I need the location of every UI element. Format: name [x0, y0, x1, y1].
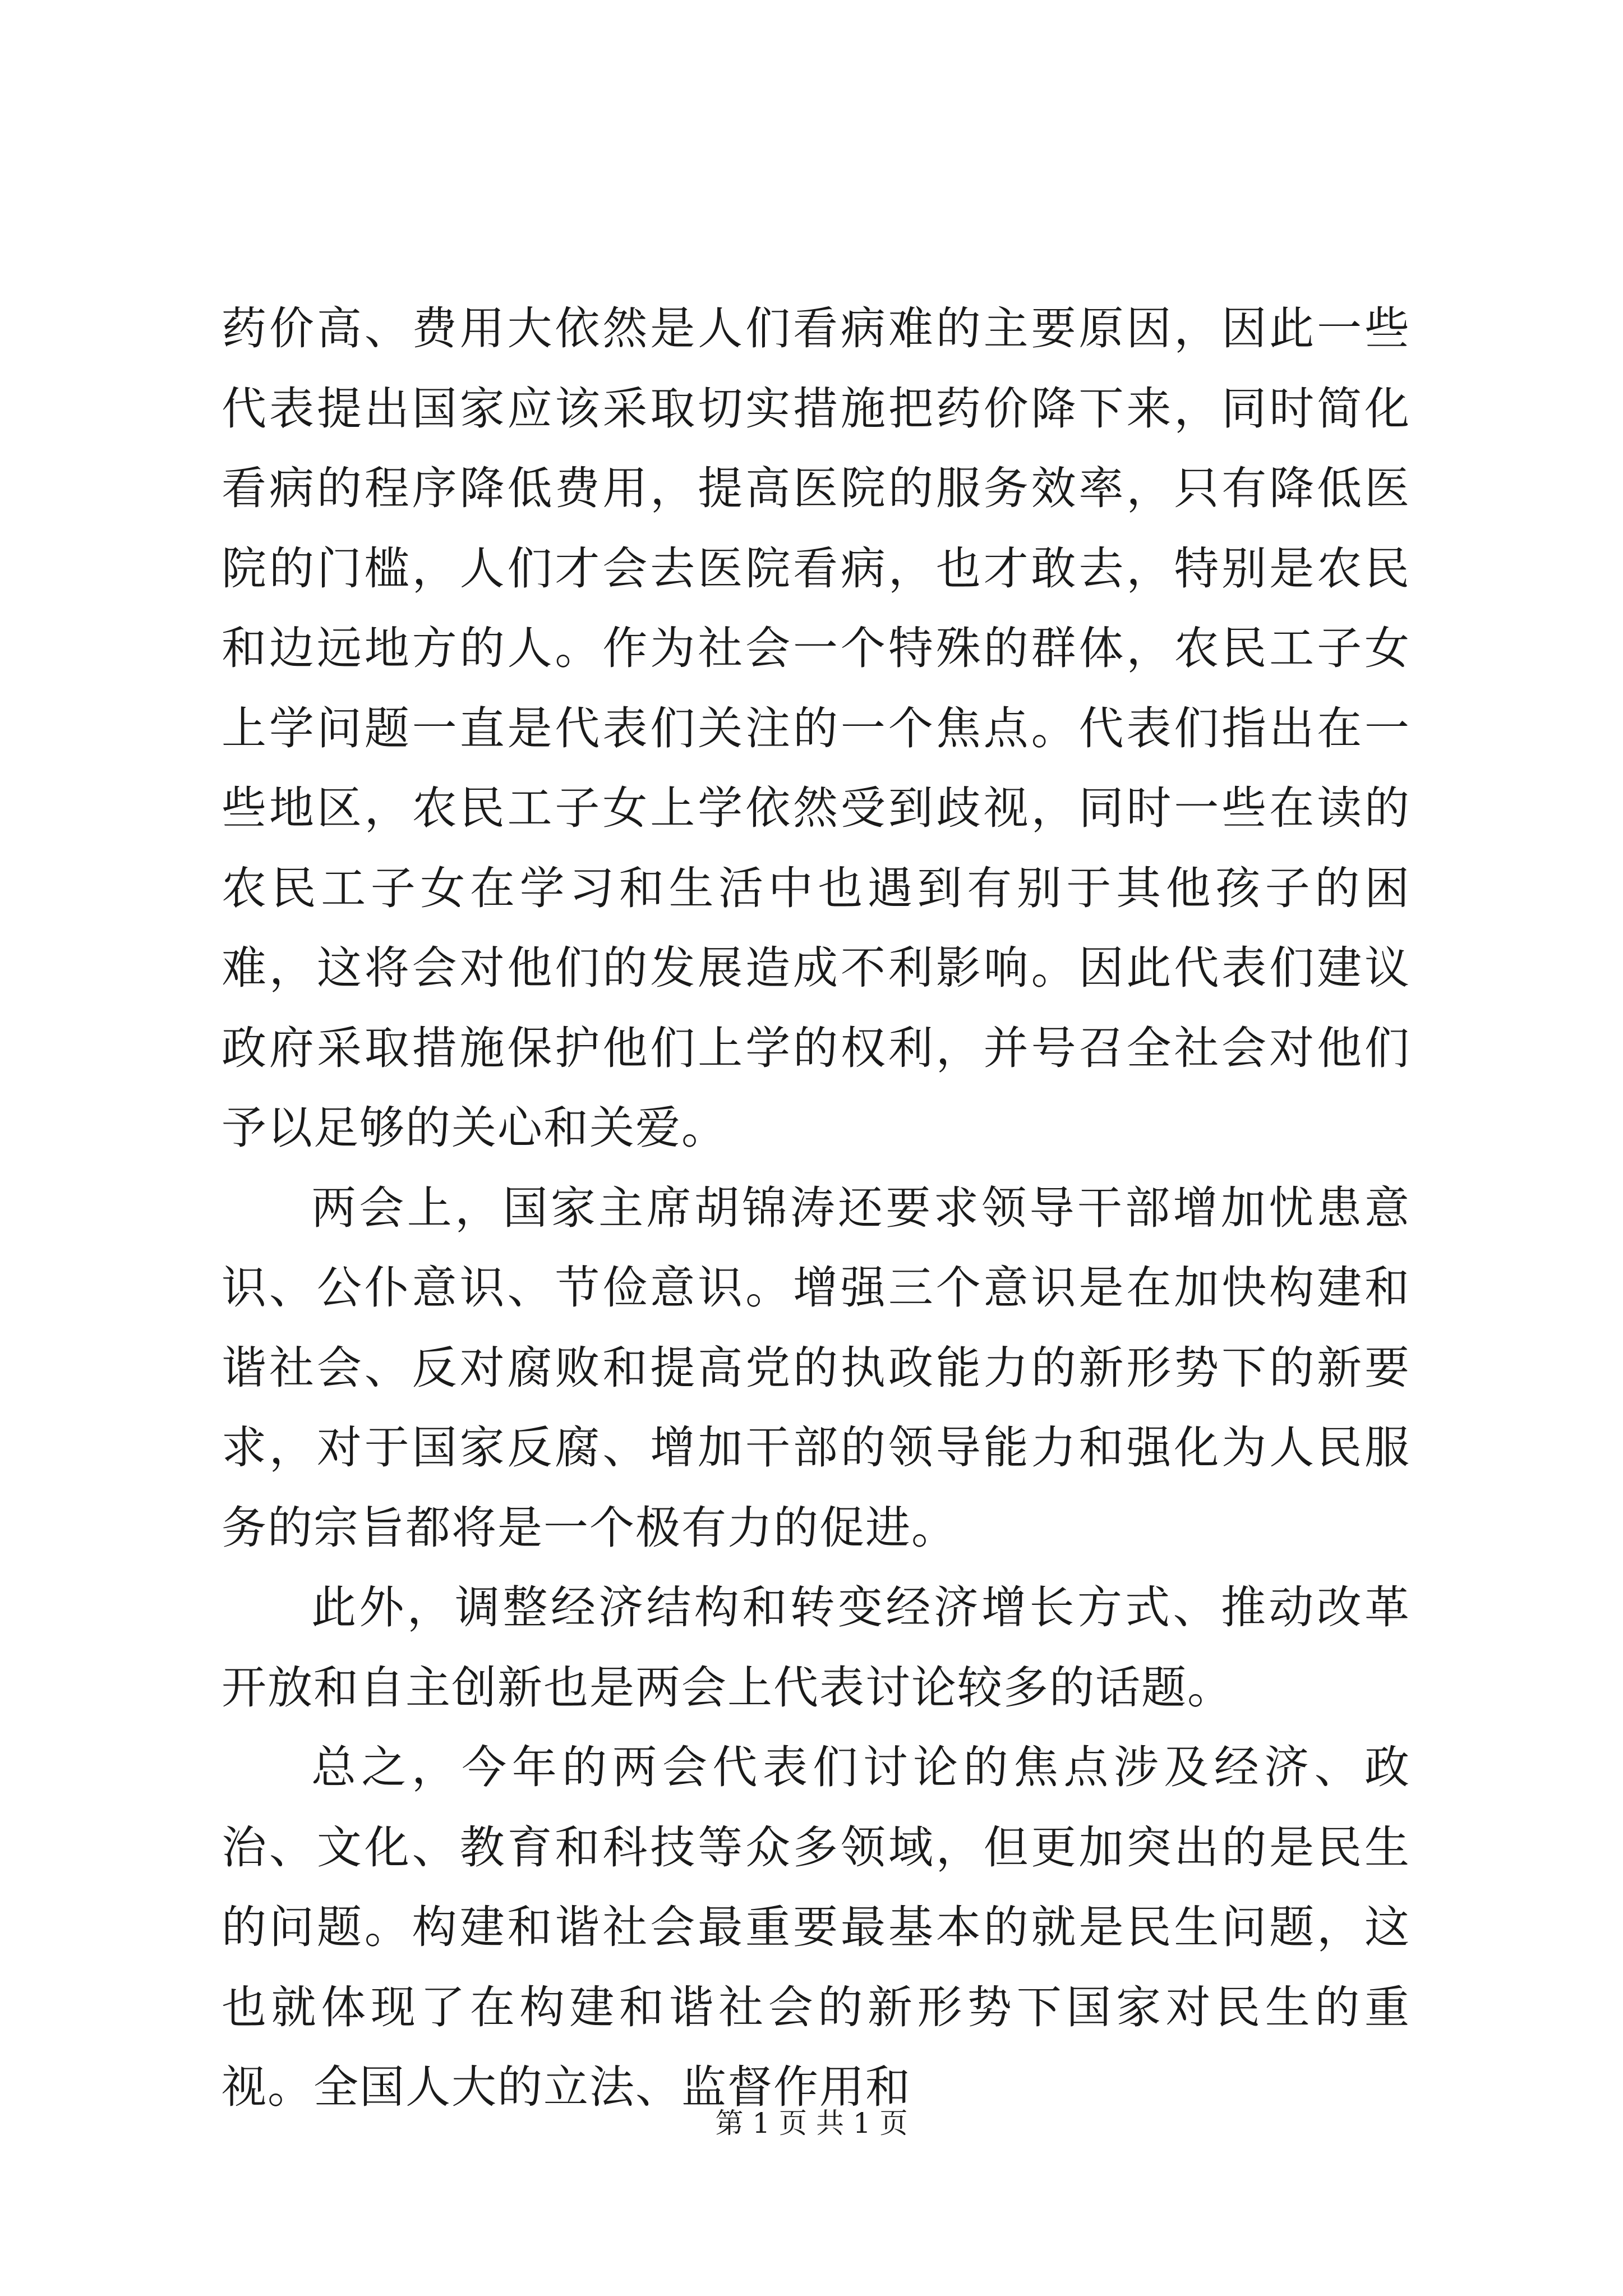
paragraph-4: 总之，今年的两会代表们讨论的焦点涉及经济、政治、文化、教育和科技等众多领域，但更加突出的是民生的问题。构建和谐社会最重要最基本的就是民生问题，这也就体现了在构建和谐社会的新形势下国家对民生的重视。全国人大的立法、监督作用和 — [222, 1741, 1410, 2113]
paragraph-2: 两会上，国家主席胡锦涛还要求领导干部增加忧患意识、公仆意识、节俭意识。增强三个意识是在加快构建和谐社会、反对腐败和提高党的执政能力的新形势下的新要求，对于国家反腐、增加干部的领导能力和强化为人民服务的宗旨都将是一个极有力的促进。 — [222, 1181, 1410, 1554]
paragraph-3: 此外，调整经济结构和转变经济增长方式、推动改革开放和自主创新也是两会上代表讨论较多的话题。 — [222, 1581, 1410, 1714]
page-footer: 第 1 页 共 1 页 — [715, 2107, 908, 2139]
paragraph-1: 药价高、费用大依然是人们看病难的主要原因，因此一些代表提出国家应该采取切实措施把药价降下来，同时简化看病的程序降低费用，提高医院的服务效率，只有降低医院的门槛，人们才会去医院看病，也才敢去，特别是农民和边远地方的人。作为社会一个特殊的群体，农民工子女上学问题一直是代表们关注的一个焦点。代表们指出在一些地区，农民工子女上学依然受到歧视，同时一些在读的农民工子女在学习和生活中也遇到有别于其他孩子的困难，这将会对他们的发展造成不利影响。因此代表们建议政府采取措施保护他们上学的权利，并号召全社会对他们予以足够的关心和关爱。 — [222, 302, 1410, 1154]
document-body — [222, 289, 1410, 2128]
